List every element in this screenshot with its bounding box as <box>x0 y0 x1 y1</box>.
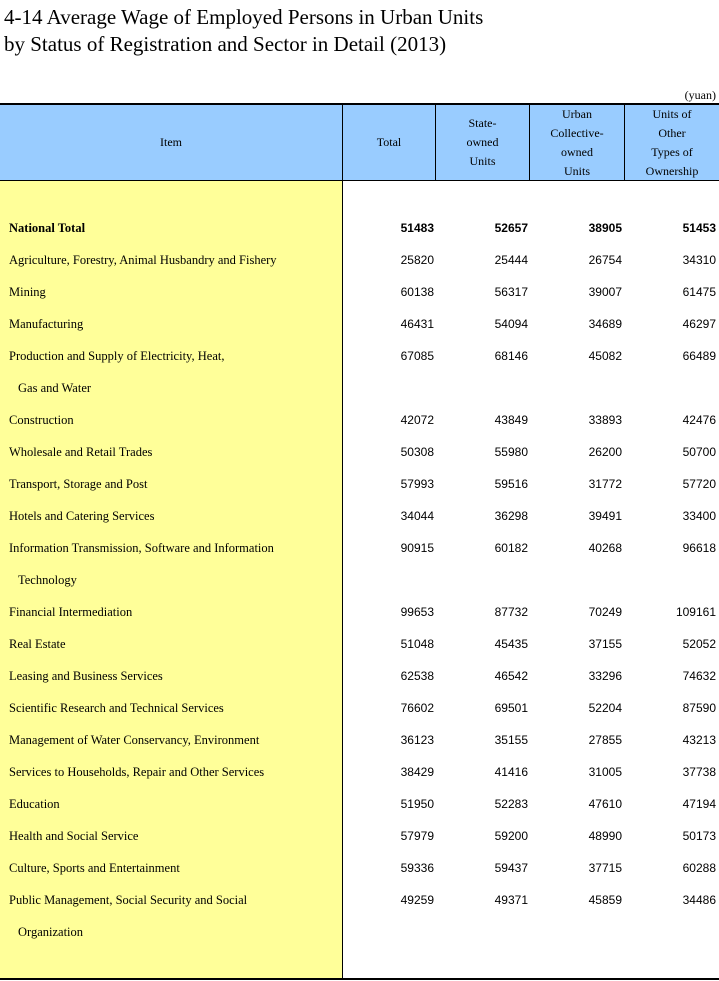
value-total: 99653 <box>400 605 434 619</box>
value-collective-owned: 37715 <box>588 861 622 875</box>
row-label: Construction <box>9 413 74 427</box>
row-label: Agriculture, Forestry, Animal Husbandry and Fishery <box>9 253 277 267</box>
value-state-owned: 36298 <box>494 509 528 523</box>
header-collective-line: Collective- <box>550 125 604 140</box>
table-row-continuation <box>0 565 719 597</box>
row-label-continuation: Organization <box>18 925 84 939</box>
row-label: Leasing and Business Services <box>9 669 163 683</box>
row-label: Production and Supply of Electricity, Heat, <box>9 349 225 363</box>
table-row <box>0 469 719 501</box>
value-other-ownership: 47194 <box>682 797 716 811</box>
value-collective-owned: 45082 <box>588 349 622 363</box>
row-label: Information Transmission, Software and Information <box>9 541 274 555</box>
table-row <box>0 245 719 277</box>
value-other-ownership: 87590 <box>682 701 716 715</box>
value-state-owned: 59437 <box>494 861 528 875</box>
value-total: 38429 <box>400 765 434 779</box>
value-collective-owned: 48990 <box>588 829 622 843</box>
row-label: Management of Water Conservancy, Environment <box>9 733 260 747</box>
value-collective-owned: 27855 <box>588 733 622 747</box>
table-bottom-rule <box>0 978 719 980</box>
row-label: Transport, Storage and Post <box>9 477 148 491</box>
row-label: Health and Social Service <box>9 829 139 843</box>
value-state-owned: 56317 <box>494 285 528 299</box>
row-label: Financial Intermediation <box>9 605 133 619</box>
value-state-owned: 55980 <box>494 445 528 459</box>
table-row <box>0 693 719 725</box>
value-total: 49259 <box>400 893 434 907</box>
row-label: Culture, Sports and Entertainment <box>9 861 180 875</box>
value-collective-owned: 39491 <box>588 509 622 523</box>
table-row <box>0 597 719 629</box>
value-other-ownership: 57720 <box>682 477 716 491</box>
value-state-owned: 52657 <box>494 221 528 235</box>
table-row <box>0 341 719 373</box>
value-state-owned: 52283 <box>494 797 528 811</box>
table-row <box>0 853 719 885</box>
value-state-owned: 60182 <box>494 541 528 555</box>
value-total: 46431 <box>400 317 434 331</box>
header-total <box>343 105 435 180</box>
value-other-ownership: 74632 <box>682 669 716 683</box>
value-other-ownership: 33400 <box>682 509 716 523</box>
value-collective-owned: 33296 <box>588 669 622 683</box>
value-collective-owned: 70249 <box>588 605 622 619</box>
value-state-owned: 54094 <box>494 317 528 331</box>
value-total: 90915 <box>400 541 434 555</box>
value-total: 59336 <box>400 861 434 875</box>
header-state-line: Units <box>469 154 496 168</box>
value-other-ownership: 46297 <box>682 317 716 331</box>
value-other-ownership: 109161 <box>675 605 716 619</box>
table-row <box>0 789 719 821</box>
column-divider <box>529 105 530 181</box>
value-collective-owned: 26200 <box>588 445 622 459</box>
header-state-line: State- <box>468 116 497 130</box>
table-row <box>0 437 719 469</box>
value-state-owned: 59516 <box>494 477 528 491</box>
row-label: Manufacturing <box>9 317 84 331</box>
value-collective-owned: 37155 <box>588 637 622 651</box>
table-row-continuation <box>0 917 719 949</box>
value-collective-owned: 33893 <box>588 413 622 427</box>
row-label-continuation: Technology <box>18 573 77 587</box>
value-collective-owned: 31005 <box>588 765 622 779</box>
header-collective-line: Units <box>563 163 590 178</box>
row-label: Services to Households, Repair and Other Services <box>9 765 265 779</box>
row-label-continuation: Gas and Water <box>18 381 92 395</box>
value-other-ownership: 43213 <box>682 733 716 747</box>
value-other-ownership: 66489 <box>682 349 716 363</box>
value-state-owned: 59200 <box>494 829 528 843</box>
value-other-ownership: 37738 <box>682 765 716 779</box>
table-row-continuation <box>0 373 719 405</box>
value-collective-owned: 47610 <box>588 797 622 811</box>
row-label: Scientific Research and Technical Services <box>9 701 224 715</box>
value-total: 51483 <box>400 221 434 235</box>
value-state-owned: 69501 <box>494 701 528 715</box>
table-row <box>0 277 719 309</box>
table-row <box>0 501 719 533</box>
value-total: 60138 <box>400 285 434 299</box>
value-state-owned: 35155 <box>494 733 528 747</box>
value-collective-owned: 31772 <box>588 477 622 491</box>
value-other-ownership: 52052 <box>682 637 716 651</box>
row-label: Real Estate <box>9 637 66 651</box>
value-total: 57993 <box>400 477 434 491</box>
table-row <box>0 725 719 757</box>
row-label: Education <box>9 797 60 811</box>
value-total: 34044 <box>400 509 434 523</box>
value-collective-owned: 40268 <box>588 541 622 555</box>
value-collective-owned: 26754 <box>588 253 622 267</box>
value-other-ownership: 60288 <box>682 861 716 875</box>
header-other-ownership <box>625 105 719 180</box>
value-collective-owned: 38905 <box>588 221 622 235</box>
header-total-label: Total <box>376 135 402 149</box>
table-row <box>0 885 719 917</box>
value-state-owned: 41416 <box>494 765 528 779</box>
value-state-owned: 45435 <box>494 637 528 651</box>
value-total: 50308 <box>400 445 434 459</box>
value-state-owned: 68146 <box>494 349 528 363</box>
value-total: 36123 <box>400 733 434 747</box>
value-other-ownership: 42476 <box>682 413 716 427</box>
header-other-line: Types of <box>651 144 693 159</box>
header-other-line: Other <box>658 125 686 140</box>
value-other-ownership: 50173 <box>682 829 716 843</box>
table-row <box>0 213 719 245</box>
value-total: 25820 <box>400 253 434 267</box>
unit-label: (yuan) <box>684 88 716 102</box>
value-other-ownership: 34486 <box>682 893 716 907</box>
value-total: 51950 <box>400 797 434 811</box>
value-state-owned: 46542 <box>494 669 528 683</box>
value-total: 51048 <box>400 637 434 651</box>
table-row <box>0 821 719 853</box>
title-line-2: by Status of Registration and Sector in Detail (2013) <box>4 32 447 56</box>
header-collective-line: Urban <box>561 106 592 121</box>
value-total: 76602 <box>400 701 434 715</box>
header-collective-owned <box>530 105 624 180</box>
value-collective-owned: 45859 <box>588 893 622 907</box>
page-title <box>4 4 483 58</box>
row-label: Wholesale and Retail Trades <box>9 445 153 459</box>
value-collective-owned: 52204 <box>588 701 622 715</box>
value-state-owned: 43849 <box>494 413 528 427</box>
row-label: Public Management, Social Security and Social <box>9 893 248 907</box>
header-item-label: Item <box>160 135 182 149</box>
value-total: 62538 <box>400 669 434 683</box>
table-row <box>0 405 719 437</box>
value-collective-owned: 39007 <box>588 285 622 299</box>
table-row <box>0 309 719 341</box>
value-other-ownership: 61475 <box>682 285 716 299</box>
value-state-owned: 25444 <box>494 253 528 267</box>
value-other-ownership: 51453 <box>682 221 716 235</box>
header-other-line: Ownership <box>645 163 699 178</box>
row-label: National Total <box>9 221 86 235</box>
value-collective-owned: 34689 <box>588 317 622 331</box>
table-row <box>0 661 719 693</box>
value-other-ownership: 50700 <box>682 445 716 459</box>
table-header <box>0 105 719 180</box>
header-other-line: Units of <box>652 106 692 121</box>
header-item <box>0 105 342 180</box>
value-other-ownership: 34310 <box>682 253 716 267</box>
column-divider <box>435 105 436 181</box>
row-label: Hotels and Catering Services <box>9 509 155 523</box>
table-row <box>0 533 719 565</box>
header-collective-line: owned <box>560 144 593 159</box>
value-state-owned: 49371 <box>494 893 528 907</box>
column-divider <box>342 105 343 979</box>
title-line-1: 4-14 Average Wage of Employed Persons in Urban Units <box>4 5 484 29</box>
header-state-line: owned <box>466 135 499 149</box>
value-other-ownership: 96618 <box>682 541 716 555</box>
column-divider <box>624 105 625 181</box>
table-row <box>0 757 719 789</box>
row-label: Mining <box>9 285 46 299</box>
header-state-owned <box>436 105 529 180</box>
value-total: 57979 <box>400 829 434 843</box>
value-state-owned: 87732 <box>494 605 528 619</box>
table-row <box>0 629 719 661</box>
value-total: 42072 <box>400 413 434 427</box>
value-total: 67085 <box>400 349 434 363</box>
